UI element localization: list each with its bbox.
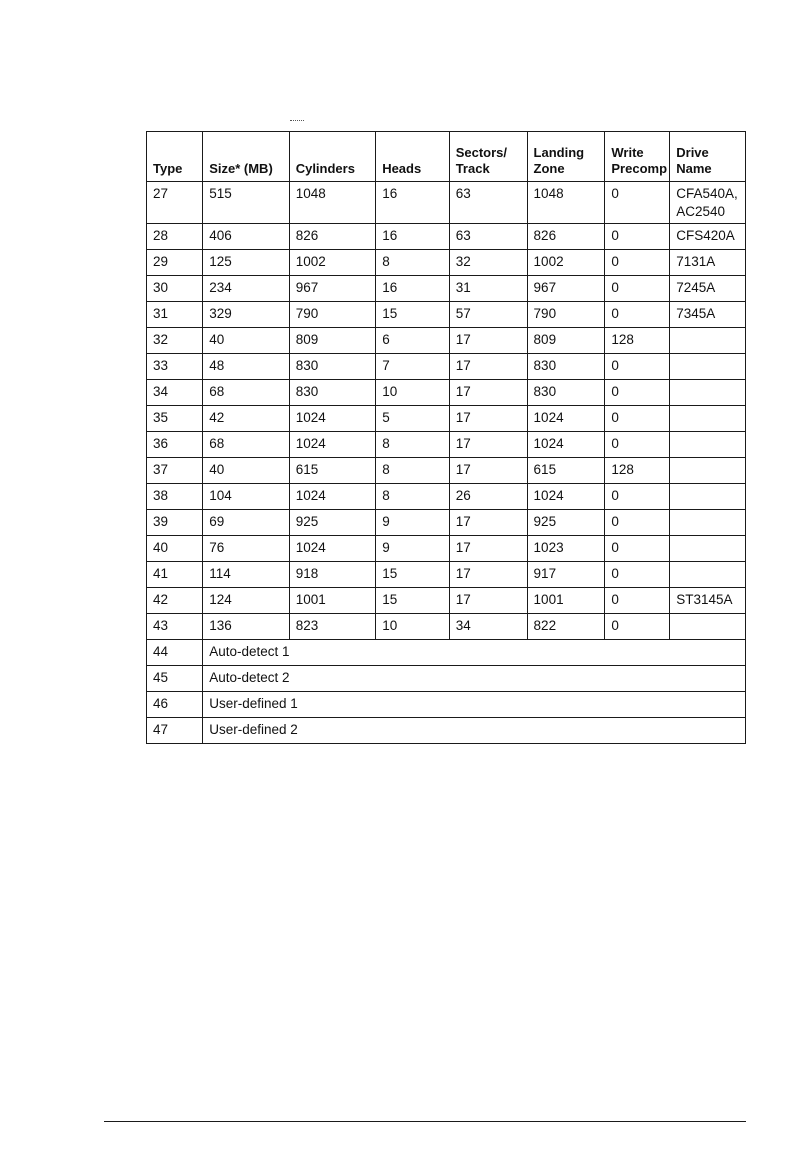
table-row-special xyxy=(147,692,746,718)
cell-type: 40 xyxy=(147,536,203,562)
cell-size: 329 xyxy=(203,302,289,328)
cell-cylinders: 967 xyxy=(289,276,375,302)
cell-landing: 967 xyxy=(527,276,605,302)
cell-sectors: 17 xyxy=(449,432,527,458)
table-body xyxy=(147,182,746,744)
table-row xyxy=(147,302,746,328)
cell-drive xyxy=(670,328,746,354)
cell-precomp: 128 xyxy=(605,458,670,484)
cell-sectors: 17 xyxy=(449,354,527,380)
cell-heads: 15 xyxy=(376,302,450,328)
cell-cylinders: 1024 xyxy=(289,432,375,458)
cell-size: 69 xyxy=(203,510,289,536)
header-sectors-track: Sectors/ Track xyxy=(449,132,527,182)
header-type: Type xyxy=(147,132,203,182)
cell-landing: 830 xyxy=(527,354,605,380)
cell-drive xyxy=(670,380,746,406)
cell-type: 44 xyxy=(147,640,203,666)
cell-heads: 15 xyxy=(376,588,450,614)
cell-drive: 7131A xyxy=(670,250,746,276)
cell-landing: 826 xyxy=(527,224,605,250)
cell-drive xyxy=(670,354,746,380)
cell-size: 68 xyxy=(203,432,289,458)
cell-precomp: 0 xyxy=(605,562,670,588)
cell-precomp: 0 xyxy=(605,380,670,406)
cell-cylinders: 830 xyxy=(289,354,375,380)
cell-precomp: 0 xyxy=(605,588,670,614)
cell-sectors: 17 xyxy=(449,458,527,484)
cell-landing: 1024 xyxy=(527,406,605,432)
cell-type: 39 xyxy=(147,510,203,536)
cell-sectors: 17 xyxy=(449,510,527,536)
cell-type: 31 xyxy=(147,302,203,328)
cell-heads: 5 xyxy=(376,406,450,432)
table-row xyxy=(147,458,746,484)
cell-type: 42 xyxy=(147,588,203,614)
cell-landing: 615 xyxy=(527,458,605,484)
cell-drive xyxy=(670,510,746,536)
cell-precomp: 0 xyxy=(605,484,670,510)
cell-sectors: 17 xyxy=(449,406,527,432)
cell-heads: 10 xyxy=(376,380,450,406)
cell-size: 48 xyxy=(203,354,289,380)
cell-cylinders: 1002 xyxy=(289,250,375,276)
cell-precomp: 0 xyxy=(605,276,670,302)
table-row xyxy=(147,406,746,432)
cell-precomp: 0 xyxy=(605,406,670,432)
cell-landing: 917 xyxy=(527,562,605,588)
cell-precomp: 0 xyxy=(605,536,670,562)
cell-landing: 822 xyxy=(527,614,605,640)
cell-size: 136 xyxy=(203,614,289,640)
table-row xyxy=(147,510,746,536)
cell-precomp: 0 xyxy=(605,302,670,328)
table-header-row xyxy=(147,132,746,182)
cell-landing: 1023 xyxy=(527,536,605,562)
cell-heads: 16 xyxy=(376,182,450,224)
cell-drive xyxy=(670,432,746,458)
cell-drive: CFS420A xyxy=(670,224,746,250)
table-row-special xyxy=(147,718,746,744)
cell-cylinders: 1048 xyxy=(289,182,375,224)
cell-sectors: 63 xyxy=(449,224,527,250)
cell-drive: 7345A xyxy=(670,302,746,328)
cell-cylinders: 918 xyxy=(289,562,375,588)
table-row xyxy=(147,182,746,224)
cell-size: 104 xyxy=(203,484,289,510)
cell-description: User-defined 2 xyxy=(203,718,746,744)
table-row xyxy=(147,354,746,380)
cell-heads: 16 xyxy=(376,276,450,302)
cell-type: 32 xyxy=(147,328,203,354)
cell-drive xyxy=(670,562,746,588)
cell-description: Auto-detect 1 xyxy=(203,640,746,666)
cell-heads: 8 xyxy=(376,458,450,484)
cell-precomp: 0 xyxy=(605,614,670,640)
cell-size: 124 xyxy=(203,588,289,614)
cell-sectors: 17 xyxy=(449,588,527,614)
cell-precomp: 0 xyxy=(605,182,670,224)
table-row xyxy=(147,588,746,614)
cell-size: 515 xyxy=(203,182,289,224)
cell-drive: CFA540A, AC2540 xyxy=(670,182,746,224)
table-row xyxy=(147,562,746,588)
cell-drive: ST3145A xyxy=(670,588,746,614)
cell-landing: 1001 xyxy=(527,588,605,614)
cell-description: Auto-detect 2 xyxy=(203,666,746,692)
cell-landing: 1024 xyxy=(527,432,605,458)
cell-type: 41 xyxy=(147,562,203,588)
header-write-precomp: Write Precomp xyxy=(605,132,670,182)
cell-landing: 925 xyxy=(527,510,605,536)
cell-sectors: 63 xyxy=(449,182,527,224)
cell-drive xyxy=(670,536,746,562)
cell-sectors: 31 xyxy=(449,276,527,302)
cell-cylinders: 925 xyxy=(289,510,375,536)
cell-size: 76 xyxy=(203,536,289,562)
cell-sectors: 26 xyxy=(449,484,527,510)
cell-type: 46 xyxy=(147,692,203,718)
table-row-special xyxy=(147,666,746,692)
cell-cylinders: 823 xyxy=(289,614,375,640)
cell-size: 42 xyxy=(203,406,289,432)
table-row xyxy=(147,484,746,510)
cell-landing: 790 xyxy=(527,302,605,328)
table-row xyxy=(147,328,746,354)
cell-sectors: 32 xyxy=(449,250,527,276)
cell-cylinders: 790 xyxy=(289,302,375,328)
cell-size: 68 xyxy=(203,380,289,406)
cell-sectors: 17 xyxy=(449,536,527,562)
cell-heads: 8 xyxy=(376,250,450,276)
header-landing-zone: Landing Zone xyxy=(527,132,605,182)
cell-type: 37 xyxy=(147,458,203,484)
cell-size: 114 xyxy=(203,562,289,588)
cell-heads: 7 xyxy=(376,354,450,380)
header-cylinders: Cylinders xyxy=(289,132,375,182)
table-row xyxy=(147,536,746,562)
cell-type: 30 xyxy=(147,276,203,302)
table-row xyxy=(147,224,746,250)
cell-type: 29 xyxy=(147,250,203,276)
header-drive-name: Drive Name xyxy=(670,132,746,182)
cell-type: 38 xyxy=(147,484,203,510)
cell-precomp: 0 xyxy=(605,224,670,250)
cell-drive: 7245A xyxy=(670,276,746,302)
cell-drive xyxy=(670,458,746,484)
cell-type: 47 xyxy=(147,718,203,744)
cell-type: 35 xyxy=(147,406,203,432)
table-row xyxy=(147,432,746,458)
cell-cylinders: 1024 xyxy=(289,536,375,562)
cell-heads: 6 xyxy=(376,328,450,354)
cell-description: User-defined 1 xyxy=(203,692,746,718)
cell-cylinders: 1001 xyxy=(289,588,375,614)
drive-type-table xyxy=(146,131,746,744)
cell-type: 28 xyxy=(147,224,203,250)
cell-heads: 16 xyxy=(376,224,450,250)
cell-cylinders: 830 xyxy=(289,380,375,406)
scan-mark xyxy=(290,120,304,124)
cell-precomp: 0 xyxy=(605,432,670,458)
cell-heads: 8 xyxy=(376,432,450,458)
cell-heads: 10 xyxy=(376,614,450,640)
cell-cylinders: 1024 xyxy=(289,406,375,432)
header-size: Size* (MB) xyxy=(203,132,289,182)
cell-precomp: 0 xyxy=(605,354,670,380)
cell-size: 40 xyxy=(203,458,289,484)
cell-sectors: 57 xyxy=(449,302,527,328)
cell-sectors: 17 xyxy=(449,328,527,354)
table-row-special xyxy=(147,640,746,666)
header-heads: Heads xyxy=(376,132,450,182)
table-row xyxy=(147,276,746,302)
cell-type: 27 xyxy=(147,182,203,224)
cell-sectors: 17 xyxy=(449,380,527,406)
cell-type: 43 xyxy=(147,614,203,640)
cell-sectors: 34 xyxy=(449,614,527,640)
cell-type: 33 xyxy=(147,354,203,380)
footer-rule xyxy=(104,1121,746,1122)
table-row xyxy=(147,250,746,276)
cell-cylinders: 615 xyxy=(289,458,375,484)
cell-landing: 1048 xyxy=(527,182,605,224)
cell-cylinders: 826 xyxy=(289,224,375,250)
cell-precomp: 0 xyxy=(605,510,670,536)
cell-heads: 9 xyxy=(376,510,450,536)
cell-size: 40 xyxy=(203,328,289,354)
cell-precomp: 128 xyxy=(605,328,670,354)
table-row xyxy=(147,614,746,640)
cell-drive xyxy=(670,406,746,432)
cell-landing: 1024 xyxy=(527,484,605,510)
cell-precomp: 0 xyxy=(605,250,670,276)
cell-cylinders: 809 xyxy=(289,328,375,354)
cell-heads: 8 xyxy=(376,484,450,510)
cell-size: 234 xyxy=(203,276,289,302)
cell-heads: 9 xyxy=(376,536,450,562)
cell-size: 125 xyxy=(203,250,289,276)
cell-drive xyxy=(670,614,746,640)
cell-landing: 809 xyxy=(527,328,605,354)
cell-drive xyxy=(670,484,746,510)
cell-type: 45 xyxy=(147,666,203,692)
cell-type: 34 xyxy=(147,380,203,406)
cell-sectors: 17 xyxy=(449,562,527,588)
table-row xyxy=(147,380,746,406)
cell-landing: 1002 xyxy=(527,250,605,276)
cell-landing: 830 xyxy=(527,380,605,406)
cell-type: 36 xyxy=(147,432,203,458)
cell-heads: 15 xyxy=(376,562,450,588)
cell-size: 406 xyxy=(203,224,289,250)
cell-cylinders: 1024 xyxy=(289,484,375,510)
